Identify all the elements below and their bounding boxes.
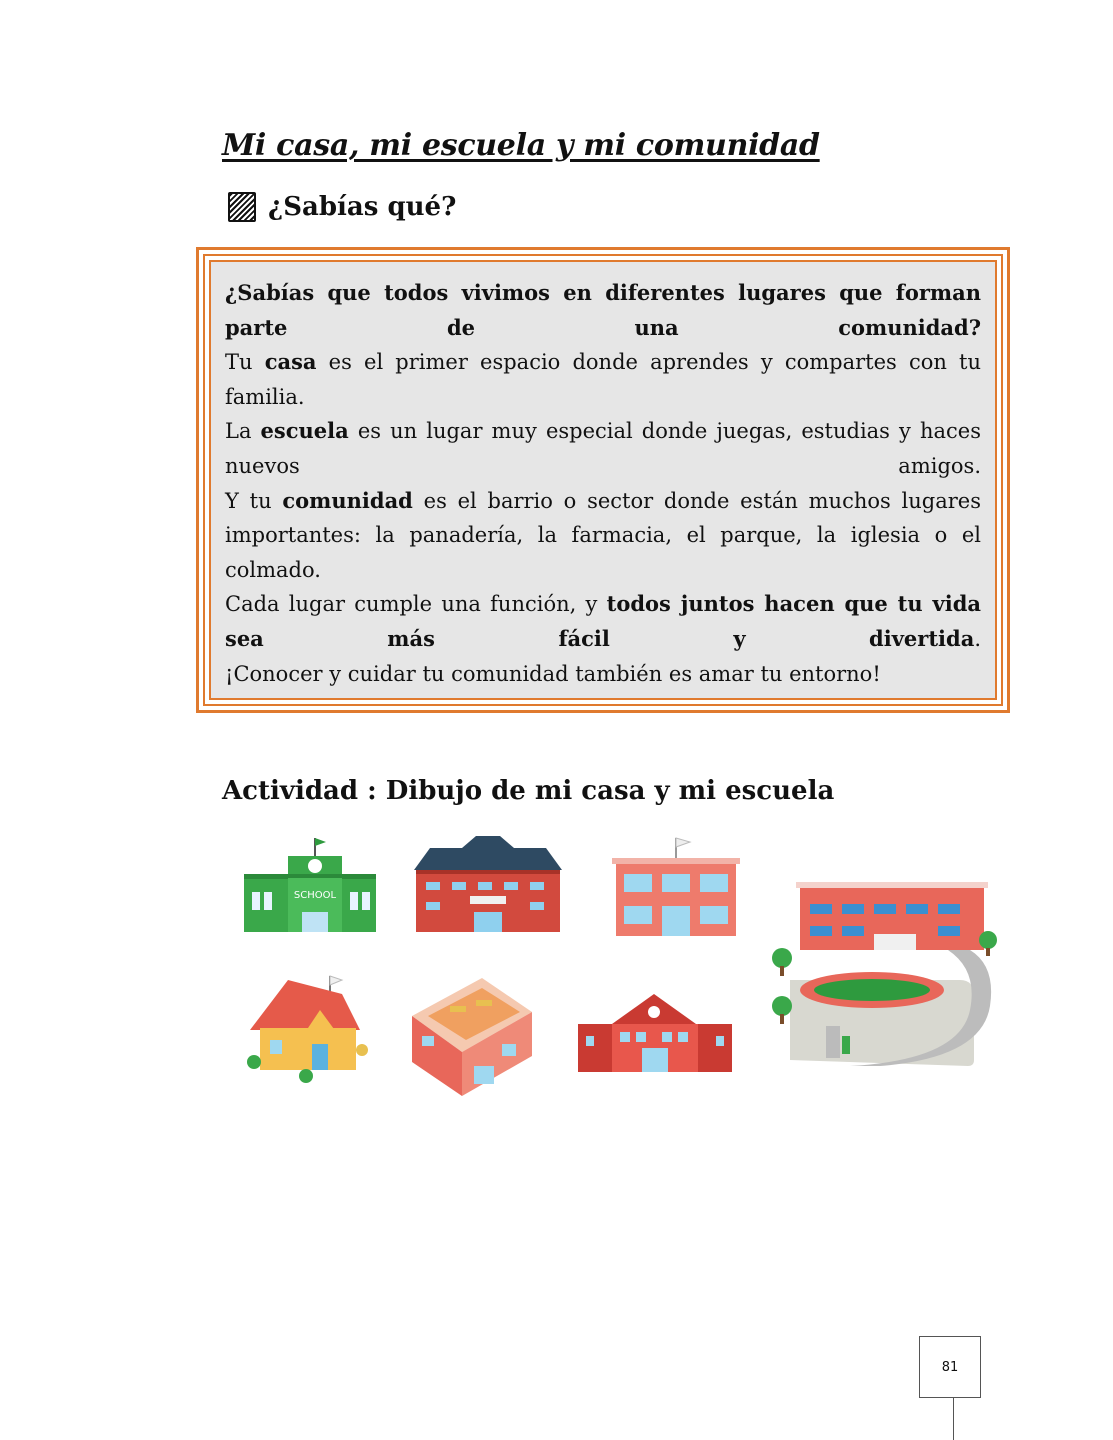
info-paragraph-3	[225, 414, 981, 483]
isometric-classroom	[412, 978, 532, 1096]
info-paragraph-2	[225, 345, 981, 414]
yellow-house	[247, 976, 368, 1083]
page-number-line	[953, 1398, 954, 1440]
text-run: La	[225, 419, 261, 444]
school-with-track	[772, 882, 997, 1066]
text-run: .	[974, 626, 981, 651]
did-you-know-label: ¿Sabías qué?	[268, 192, 457, 222]
keyword-casa: casa	[264, 349, 317, 375]
text-run: es el barrio o sector donde están muchos lugares importantes: la panadería, la farmacia, el parque, la iglesia o el colmado.	[225, 488, 981, 582]
page-number: 81	[941, 1359, 959, 1375]
red-school-peaked	[578, 994, 732, 1072]
page-number-box	[919, 1336, 981, 1398]
info-paragraph-4	[225, 484, 981, 588]
info-paragraph-6: ¡Conocer y cuidar tu comunidad también es amar tu entorno!	[225, 661, 881, 686]
text-run: Cada lugar cumple una función, y	[225, 592, 607, 617]
text-run: Y tu	[225, 488, 283, 513]
info-question: ¿Sabías que todos vivimos en diferentes lugares que forman parte de una comunidad?	[225, 280, 981, 340]
text-run: es un lugar muy especial donde juegas, estudias y haces nuevos amigos.	[225, 419, 981, 478]
info-box	[196, 247, 1010, 713]
buildings-illustration	[230, 830, 1010, 1110]
info-box-inner-border	[203, 254, 1003, 706]
keyword-todos-juntos: todos juntos hacen que tu vida sea más fácil y divertida	[225, 591, 981, 651]
school-sign: SCHOOL	[293, 890, 337, 901]
red-brick-building	[414, 836, 562, 932]
pink-school-building	[612, 838, 740, 936]
green-school-building	[244, 838, 376, 932]
text-run: es el primer espacio donde aprendes y compartes con tu familia.	[225, 350, 981, 409]
keyword-escuela: escuela	[260, 418, 349, 444]
info-paragraph-5	[225, 587, 981, 656]
activity-title: Actividad : Dibujo de mi casa y mi escuela	[222, 776, 835, 806]
keyword-comunidad: comunidad	[282, 487, 413, 513]
text-run: Tu	[225, 350, 265, 375]
note-icon	[228, 192, 256, 222]
did-you-know-heading	[228, 192, 456, 222]
info-box-content	[209, 260, 997, 700]
info-paragraph-1	[225, 276, 981, 345]
page-title: Mi casa, mi escuela y mi comunidad	[222, 128, 820, 163]
